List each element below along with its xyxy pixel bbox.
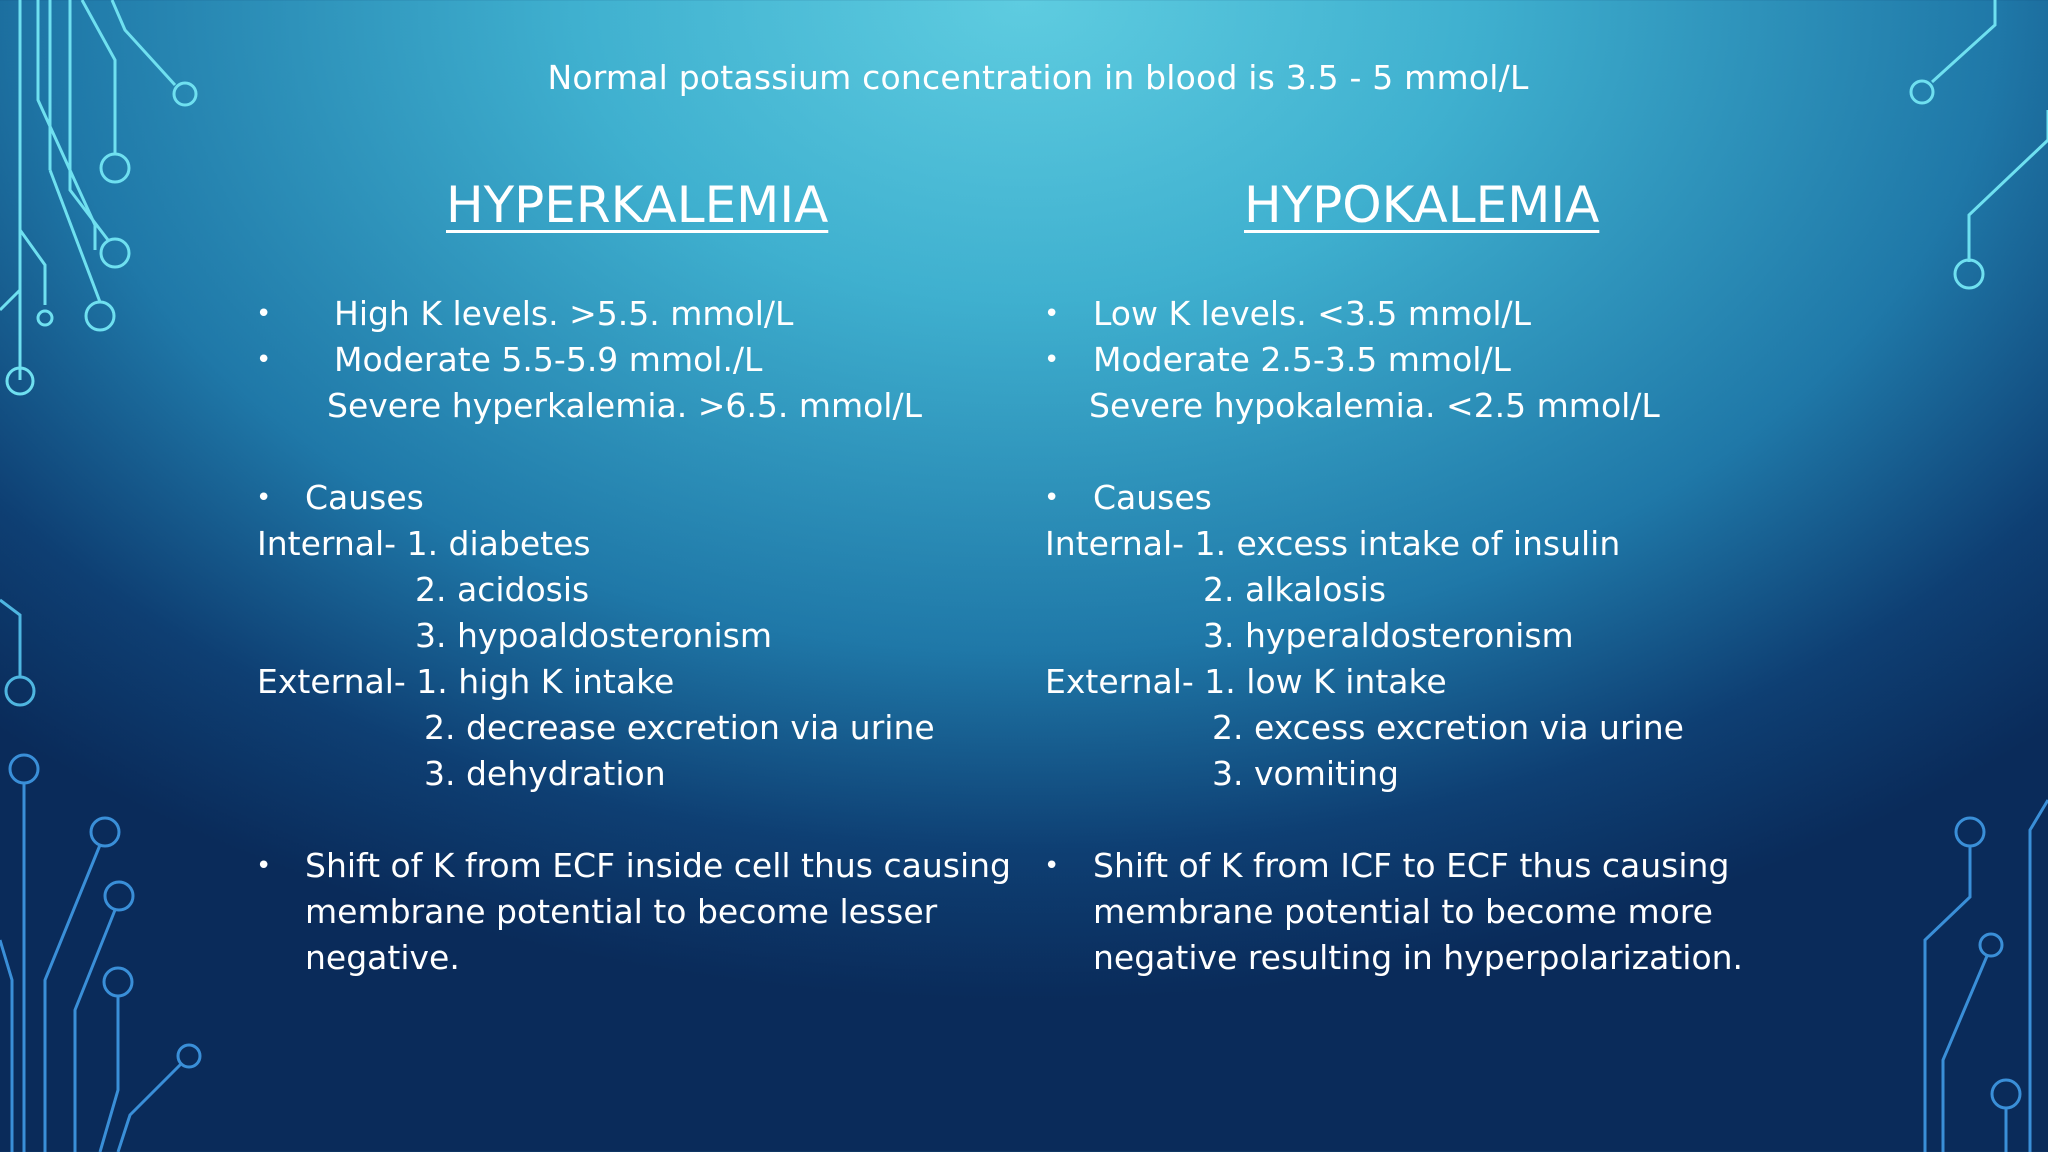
circuit-bottom-left [0, 755, 200, 1152]
right-shift-line-2: membrane potential to become more [1093, 892, 1713, 931]
right-internal-cause-2: 2. alkalosis [1203, 570, 1387, 609]
left-internal-cause-3: 3. hypoaldosteronism [415, 616, 772, 655]
left-shift-line-1: Shift of K from ECF inside cell thus causing [305, 846, 1011, 885]
left-internal-cause-2: 2. acidosis [415, 570, 590, 609]
bullet-marker: • [256, 851, 272, 881]
bullet-marker: • [1044, 851, 1060, 881]
right-internal-cause-3: 3. hyperaldosteronism [1203, 616, 1574, 655]
left-shift-line-2: membrane potential to become lesser [305, 892, 938, 931]
bullet-marker: • [256, 299, 272, 329]
left-shift-line-3: negative. [305, 938, 460, 977]
right-shift-line-3: negative resulting in hyperpolarization. [1093, 938, 1744, 977]
right-external-cause-3: 3. vomiting [1212, 754, 1399, 793]
left-external-cause-2: 2. decrease excretion via urine [424, 708, 935, 747]
right-external-cause-2: 2. excess excretion via urine [1212, 708, 1684, 747]
left-level-severe: Severe hyperkalemia. >6.5. mmol/L [327, 386, 922, 425]
bullet-marker: • [1044, 483, 1060, 513]
right-external-cause-1: External- 1. low K intake [1045, 662, 1447, 701]
circuit-top-right [1911, 0, 2048, 288]
left-external-cause-3: 3. dehydration [424, 754, 666, 793]
right-level-low: Low K levels. <3.5 mmol/L [1093, 294, 1532, 333]
right-level-moderate: Moderate 2.5-3.5 mmol/L [1093, 340, 1511, 379]
left-level-moderate: Moderate 5.5-5.9 mmol./L [334, 340, 763, 379]
right-causes-label: Causes [1093, 478, 1212, 517]
right-level-severe: Severe hypokalemia. <2.5 mmol/L [1089, 386, 1660, 425]
bullet-marker: • [1044, 299, 1060, 329]
left-causes-label: Causes [305, 478, 424, 517]
circuit-bottom-right [1925, 800, 2048, 1152]
bullet-marker: • [256, 483, 272, 513]
right-internal-cause-1: Internal- 1. excess intake of insulin [1045, 524, 1621, 563]
circuit-mid-left [0, 600, 34, 705]
bullet-marker: • [256, 345, 272, 375]
left-external-cause-1: External- 1. high K intake [257, 662, 675, 701]
bullet-marker: • [1044, 345, 1060, 375]
left-level-high: High K levels. >5.5. mmol/L [334, 294, 794, 333]
heading-hypokalemia: HYPOKALEMIA [1244, 176, 1600, 234]
right-shift-line-1: Shift of K from ICF to ECF thus causing [1093, 846, 1730, 885]
heading-hyperkalemia: HYPERKALEMIA [446, 176, 829, 234]
left-internal-cause-1: Internal- 1. diabetes [257, 524, 591, 563]
slide-subtitle: Normal potassium concentration in blood is 3.5 - 5 mmol/L [547, 58, 1529, 97]
